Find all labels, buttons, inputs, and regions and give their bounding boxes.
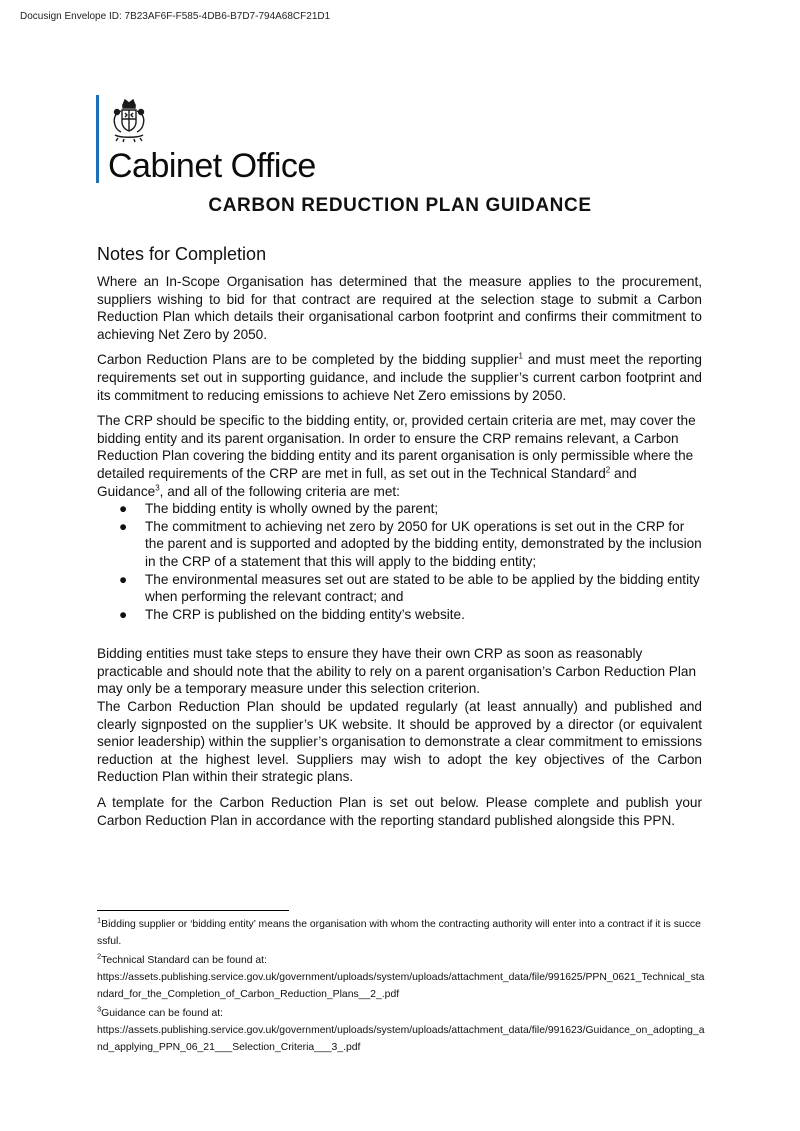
paragraph-template: A template for the Carbon Reduction Plan is set out below. Please complete and publish your Carbon Reduction Plan in accordance with the reporting standard published alongside this PPN. — [97, 795, 702, 828]
bullet-icon: ● — [119, 606, 128, 622]
footnote-ref-1: 1 — [518, 351, 523, 361]
paragraph-crp-scope-text-c: , and all of the following criteria are met: — [159, 483, 400, 499]
cabinet-office-logo — [96, 95, 356, 187]
footnote-number: 3 — [97, 1004, 102, 1014]
list-item-text: The environmental measures set out are stated to be able to be applied by the bidding entity when performing the relevant contract; and — [145, 571, 700, 605]
footnote-text: Bidding supplier or ‘bidding entity’ means the organisation with whom the contracting authority will enter into a contract if it is successful. — [97, 919, 701, 947]
paragraph-crp-scope — [97, 412, 702, 500]
footnote-link[interactable]: https://assets.publishing.service.gov.uk/government/uploads/system/uploads/attachment_data/file/991625/PPN_0621_Technical_standard_for_the_Completion_of_Carbon_Reduction_Plans__2_.pdf — [97, 972, 705, 1000]
footnote-number: 2 — [97, 951, 102, 961]
list-item-text: The CRP is published on the bidding entity’s website. — [145, 606, 465, 622]
bullet-icon: ● — [119, 571, 128, 587]
list-item — [97, 518, 702, 571]
footnote-divider — [97, 910, 289, 911]
paragraph-crp-scope-text-b: and Guidance — [97, 465, 637, 499]
paragraph-completion-text-a: Carbon Reduction Plans are to be completed by the bidding supplier — [97, 352, 519, 368]
logo-text: Cabinet Office — [108, 147, 316, 185]
paragraph-update-publish: The Carbon Reduction Plan should be updated regularly (at least annually) and published and clearly signposted on the supplier’s UK website. It should be approved by a director (or equivalent senior leadership) within the supplier’s organisation to demonstrate a clear commitment to emissions reduction at the highest level. Suppliers may wish to adopt the key objectives of the Carbon Reduction Plan within their strategic plans. — [97, 699, 702, 785]
footnote-ref-2: 2 — [605, 465, 611, 475]
list-item — [97, 606, 702, 624]
paragraph-intro: Where an In-Scope Organisation has determined that the measure applies to the procurement, suppliers wishing to bid for that contract are required at the selection stage to submit a Carbon Reduction Plan which details their organisational carbon footprint and confirms their commitment to achieving Net Zero by 2050. — [97, 274, 702, 342]
footnote-number: 1 — [97, 915, 102, 925]
footnotes — [97, 916, 705, 1058]
criteria-list — [97, 500, 702, 623]
paragraph-completion — [97, 351, 702, 404]
footnote-text: Guidance can be found at: — [101, 1008, 224, 1019]
envelope-id: Docusign Envelope ID: 7B23AF6F-F585-4DB6-B7D7-794A68CF21D1 — [20, 11, 331, 22]
paragraph-crp-scope-text-a: The CRP should be specific to the bidding entity, or, provided certain criteria are met, may cover the bidding entity and its parent organisation. In order to ensure the CRP remains relevant, a Carbon Reduction Plan covering the bidding entity and its parent organisation is only permissible where the detailed requirements of the CRP are met in full, as set out in the Technical Standard — [97, 413, 696, 481]
footnote-1 — [97, 916, 705, 950]
footnote-text: Technical Standard can be found at: — [101, 955, 267, 966]
paragraph-completion-text-b: and must meet the reporting requirements set out in supporting guidance, and include the supplier’s current carbon footprint and its commitment to reducing emissions to achieve Net Zero emissions by 2050. — [97, 352, 702, 403]
footnote-link[interactable]: https://assets.publishing.service.gov.uk/government/uploads/system/uploads/attachment_data/file/991623/Guidance_on_adopting_and_applying_PPN_06_21___Selection_Criteria___3_.pdf — [97, 1025, 705, 1053]
list-item-text: The commitment to achieving net zero by 2050 for UK operations is set out in the CRP for the parent and is supported and adopted by the bidding entity, demonstrated by the inclusion in the CRP of a statement that this will apply to the bidding entity; — [145, 518, 702, 569]
page-title: CARBON REDUCTION PLAN GUIDANCE — [208, 195, 592, 216]
footnote-ref-3: 3 — [155, 483, 160, 492]
footnote-3 — [97, 1005, 705, 1056]
paragraph-parent-reliance: Bidding entities must take steps to ensure they have their own CRP as soon as reasonably practicable and should note that the ability to rely on a parent organisation’s Carbon Reduction Plan may only be a temporary measure under this selection criterion. — [97, 646, 697, 697]
logo-bar — [96, 95, 99, 183]
list-item-text: The bidding entity is wholly owned by the parent; — [145, 501, 439, 517]
list-item — [97, 500, 702, 518]
royal-crest-icon — [110, 97, 148, 143]
main-content — [97, 243, 702, 837]
bullet-icon: ● — [119, 501, 128, 517]
list-item — [97, 571, 702, 606]
section-heading: Notes for Completion — [97, 244, 267, 264]
footnote-2 — [97, 952, 705, 1003]
bullet-icon: ● — [119, 518, 128, 534]
